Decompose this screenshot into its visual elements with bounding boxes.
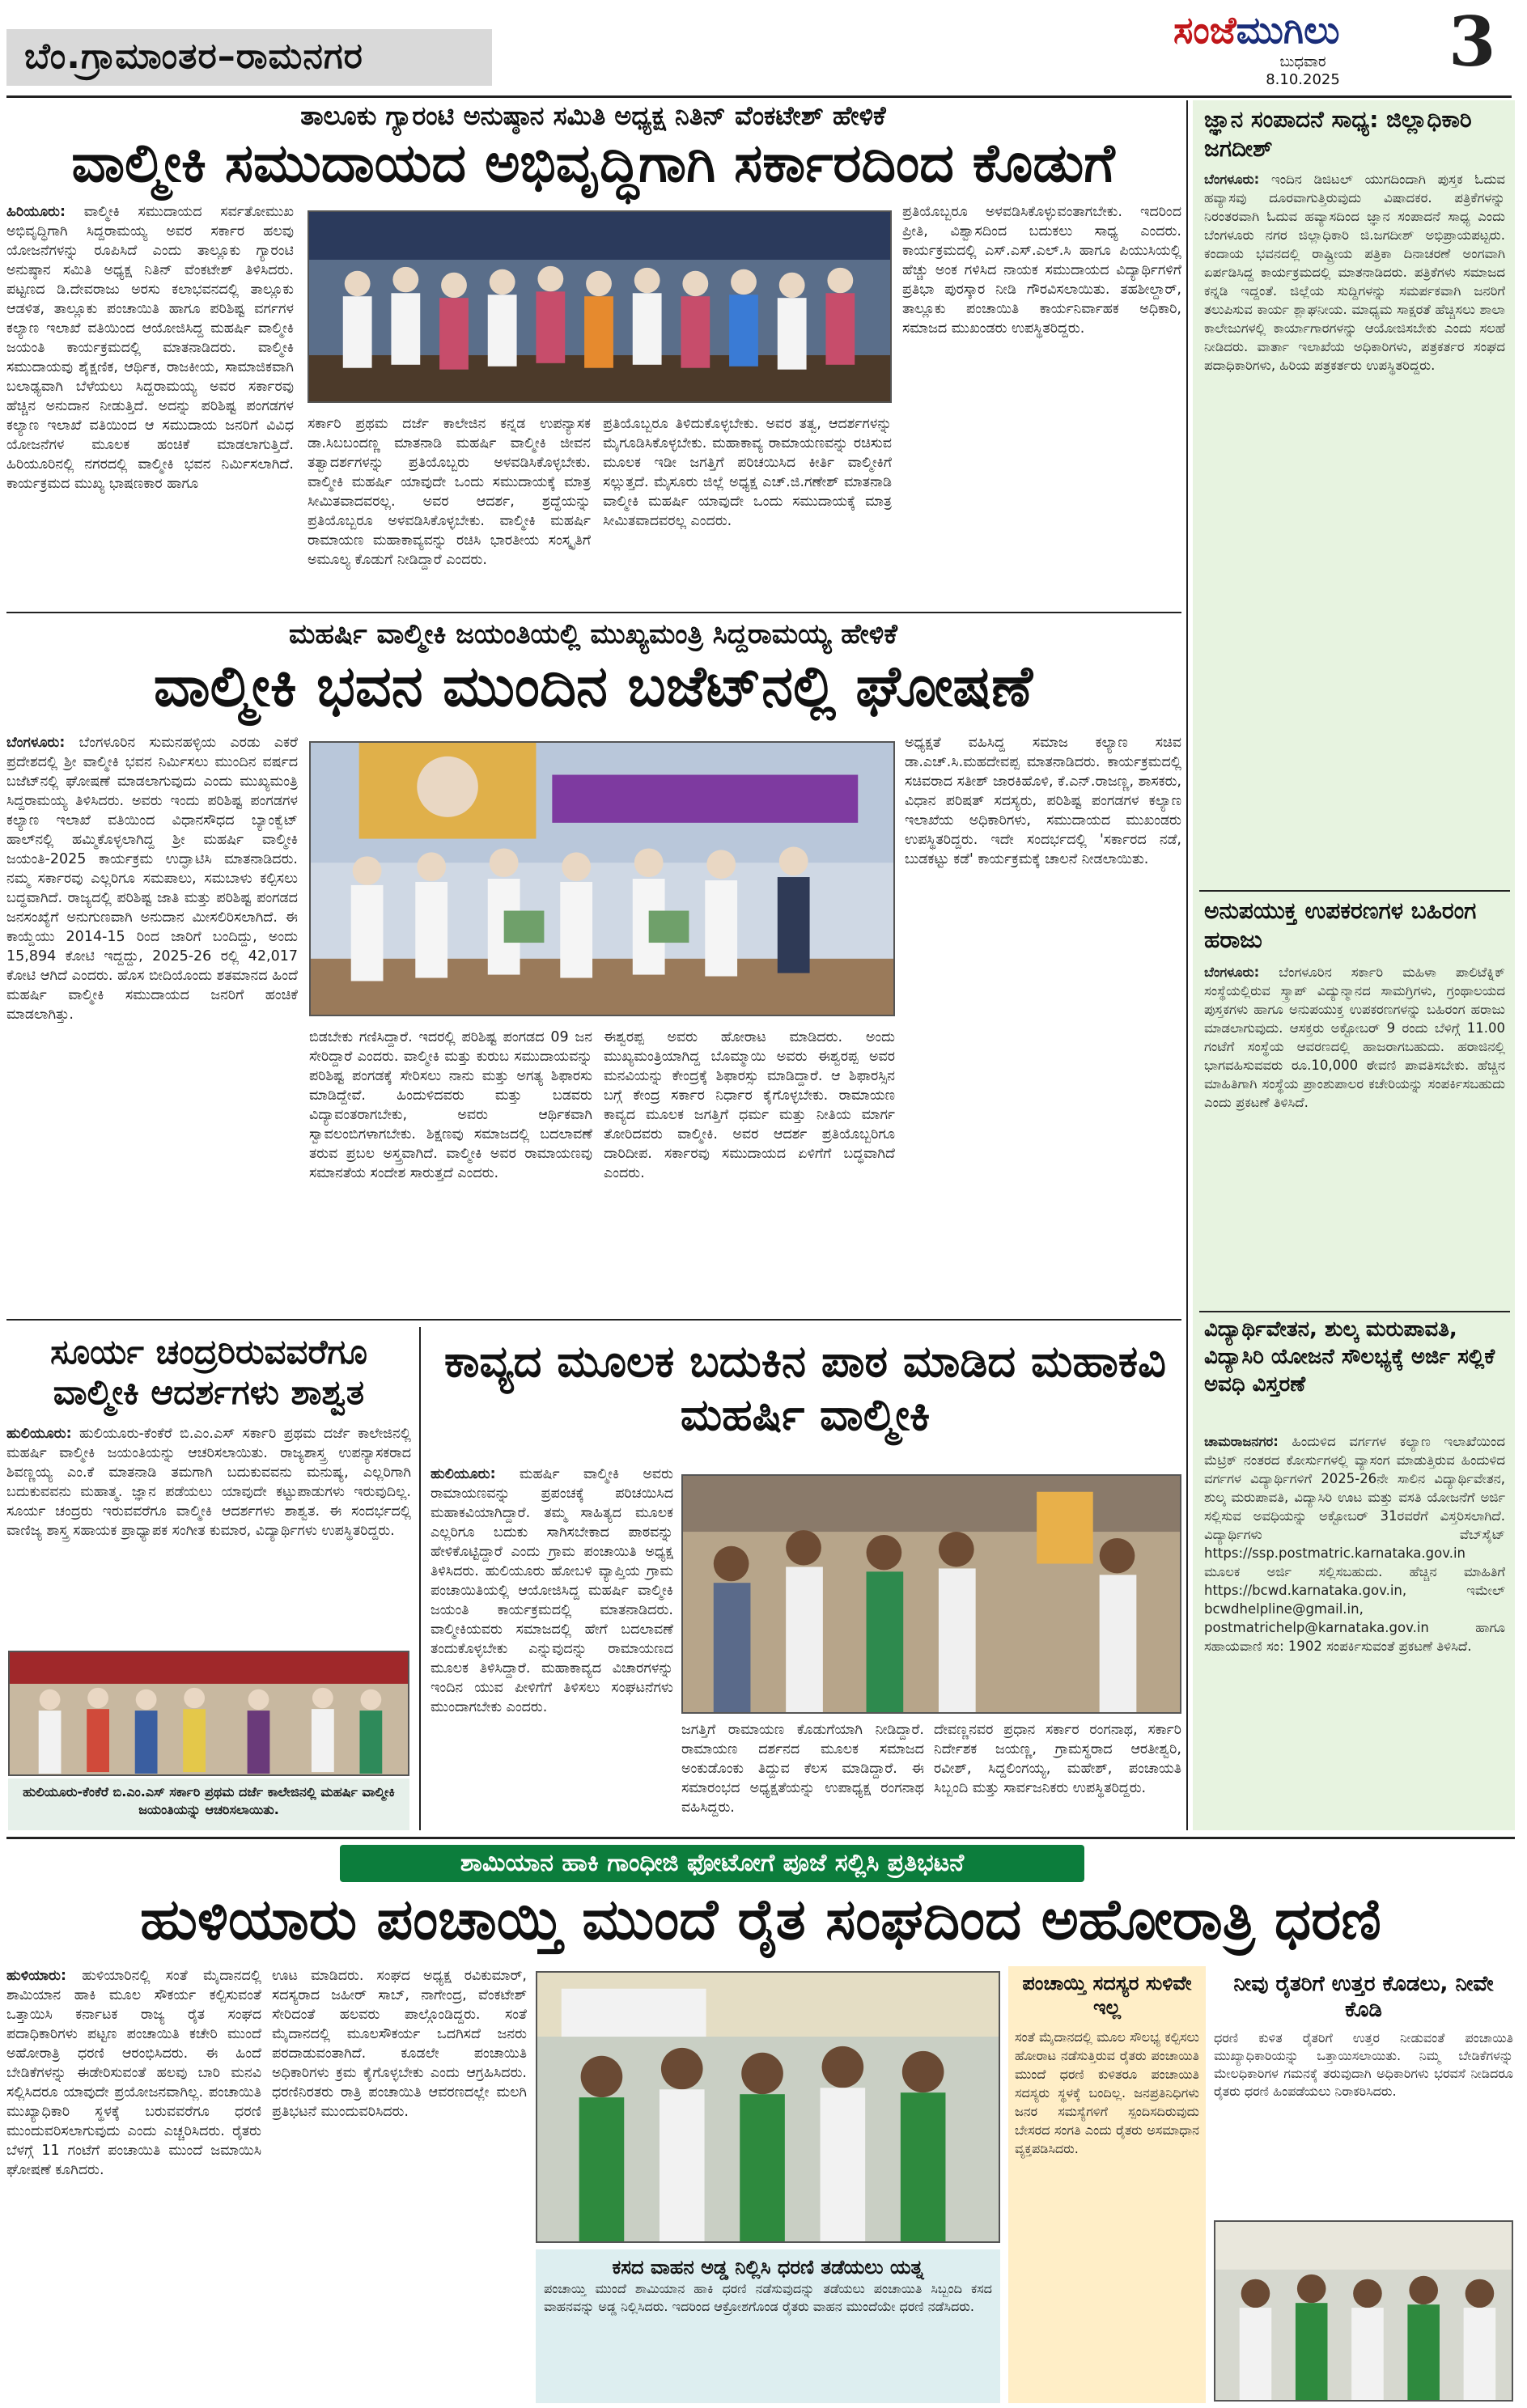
sidebar-body3-dateline: ಚಾಮರಾಜನಗರ: bbox=[1204, 1434, 1279, 1449]
story1-dateline: ಹಿರಿಯೂರು: bbox=[6, 204, 66, 220]
story2-dateline: ಬೆಂಗಳೂರು: bbox=[6, 735, 66, 751]
story4-headline: ಕಾವ್ಯದ ಮೂಲಕ ಬದುಕಿನ ಪಾಠ ಮಾಡಿದ ಮಹಾಕವಿ ಮಹರ್ಷಿ ವಾಲ್ಮೀಕಿ bbox=[444, 1336, 1166, 1440]
story2-col1 bbox=[6, 733, 298, 1312]
story2-headline: ವಾಲ್ಮೀಕಿ ಭವನ ಮುಂದಿನ ಬಜೆಟ್‌ನಲ್ಲಿ ಘೋಷಣೆ bbox=[153, 653, 1033, 719]
logo-part2: ಮುಗಿಲು bbox=[1236, 8, 1340, 52]
story2-col4: ಅಧ್ಯಕ್ಷತೆ ವಹಿಸಿದ್ದ ಸಮಾಜ ಕಲ್ಯಾಣ ಸಚಿವ ಡಾ.ಎಚ್.ಸಿ.ಮಹದೇವಪ್ಪ ಮಾತನಾಡಿದರು. ಕಾರ್ಯಕ್ರಮದಲ್ಲಿ ಸಚಿವರಾದ ಸತೀಶ್ ಜಾರಕಿಹೊಳಿ, ಕೆ.ಎನ್.ರಾಜಣ್ಣ, ಶಾಸಕರು, ವಿಧಾನ ಪರಿಷತ್ ಸದಸ್ಯರು, ಪರಿಶಿಷ್ಟ ಪಂಗಡಗಳ ಕಲ್ಯಾಣ ಇಲಾಖೆಯ ಅಧಿಕಾರಿಗಳು, ಸಮುದಾಯದ ಮುಖಂಡರು ಉಪಸ್ಥಿತರಿದ್ದರು. ಇದೇ ಸಂದರ್ಭದಲ್ಲಿ 'ಸರ್ಕಾರದ ನಡೆ, ಬುಡಕಟ್ಟು ಕಡೆ' ಕಾರ್ಯಕ್ರಮಕ್ಕೆ ಚಾಲನೆ ನೀಡಲಾಯಿತು. bbox=[905, 735, 1181, 867]
story5-headline: ಹುಳಿಯಾರು ಪಂಚಾಯ್ತಿ ಮುಂದೆ ರೈತ ಸಂಘದಿಂದ ಅಹೋರಾತ್ರಿ ಧರಣಿ bbox=[140, 1886, 1381, 1952]
story5-photo-caption-title: ಕಸದ ವಾಹನ ಅಡ್ಡ ನಿಲ್ಲಿಸಿ ಧರಣಿ ತಡೆಯಲು ಯತ್ನ bbox=[612, 2256, 924, 2279]
story1-col1-text: ವಾಲ್ಮೀಕಿ ಸಮುದಾಯದ ಸರ್ವತೋಮುಖ ಅಭಿವೃದ್ಧಿಗಾಗಿ ಸಿದ್ದರಾಮಯ್ಯ ಅವರ ಸರ್ಕಾರ ಹಲವು ಯೋಜನೆಗಳನ್ನು ರೂಪಿಸಿದೆ ಎಂದು ತಾಲ್ಲೂಕು ಗ್ಯಾರಂಟಿ ಅನುಷ್ಠಾನ ಸಮಿತಿ ಅಧ್ಯಕ್ಷ ನಿತಿನ್ ವೆಂಕಟೇಶ್ ತಿಳಿಸಿದರು. ಪಟ್ಟಣದ ಡಿ.ದೇವರಾಜು ಅರಸು ಕಲಾಭವನದಲ್ಲಿ ತಾಲ್ಲೂಕು ಆಡಳಿತ, ತಾಲ್ಲೂಕು ಪಂಚಾಯಿತಿ ಹಾಗೂ ಪರಿಶಿಷ್ಟ ವರ್ಗಗಳ ಕಲ್ಯಾಣ ಇಲಾಖೆ ವತಿಯಿಂದ ಆಯೋಜಿಸಿದ್ದ ಮಹರ್ಷಿ ವಾಲ್ಮೀಕಿ ಜಯಂತಿ ಕಾರ್ಯಕ್ರಮದಲ್ಲಿ ಮಾತನಾಡಿದರು. ವಾಲ್ಮೀಕಿ ಸಮುದಾಯವು ಶೈಕ್ಷಣಿಕ, ಆರ್ಥಿಕ, ರಾಜಕೀಯ, ಸಾಮಾಜಿಕವಾಗಿ ಬಲಾಢ್ಯವಾಗಿ ಬೆಳೆಯಲು ಸಿದ್ದರಾಮಯ್ಯ ಅವರ ಸರ್ಕಾರವು ಹೆಚ್ಚಿನ ಅನುದಾನ ನೀಡುತ್ತಿದೆ. ಅದನ್ನು ಪರಿಶಿಷ್ಟ ಪಂಗಡಗಳ ಕಲ್ಯಾಣ ಇಲಾಖೆ ವತಿಯಿಂದ ಆ ಸಮುದಾಯ ಜನರಿಗೆ ವಿವಿಧ ಯೋಜನೆಗಳ ಮೂಲಕ ಹಂಚಿಕೆ ಮಾಡಲಾಗುತ್ತಿದೆ. ಹಿರಿಯೂರಿನಲ್ಲಿ ನಗರದಲ್ಲಿ ವಾಲ್ಮೀಕಿ ಭವನ ನಿರ್ಮಿಸಲಾಗಿದೆ. ಕಾರ್ಯಕ್ರಮದ ಮುಖ್ಯ ಭಾಷಣಕಾರ ಹಾಗೂ bbox=[6, 204, 294, 492]
masthead bbox=[1173, 2, 1505, 89]
masthead-day: ಬುಧವಾರ bbox=[1279, 53, 1326, 70]
sidebar-rule1 bbox=[1199, 890, 1510, 892]
story5-dateline: ಹುಳಿಯಾರು: bbox=[6, 1968, 66, 1984]
story3-photo bbox=[8, 1651, 409, 1776]
sidebar-body1-text: ಇಂದಿನ ಡಿಜಿಟಲ್ ಯುಗದಿಂದಾಗಿ ಪುಸ್ತಕ ಓದುವ ಹವ್ಯಾಸವು ದೂರವಾಗುತ್ತಿರುವುದು ವಿಷಾದಕರ. ಪತ್ರಿಕೆಗಳನ್ನು ನಿರಂತರವಾಗಿ ಓದುವ ಹವ್ಯಾಸದಿಂದ ಜ್ಞಾನ ಸಂಪಾದನೆ ಸಾಧ್ಯ ಎಂದು ಬೆಂಗಳೂರು ನಗರ ಜಿಲ್ಲಾಧಿಕಾರಿ ಜಿ.ಜಗದೀಶ್ ಅಭಿಪ್ರಾಯಪಟ್ಟರು. ಕಂದಾಯ ಭವನದಲ್ಲಿ ರಾಷ್ಟ್ರೀಯ ಪತ್ರಿಕಾ ದಿನಾಚರಣೆ ಅಂಗವಾಗಿ ಏರ್ಪಡಿಸಿದ್ದ ಕಾರ್ಯಕ್ರಮದಲ್ಲಿ ಮಾತನಾಡಿದರು. ಪತ್ರಿಕೆಗಳು ಸಮಾಜದ ಕನ್ನಡಿ ಇದ್ದಂತೆ. ಜಿಲ್ಲೆಯ ಸುದ್ದಿಗಳನ್ನು ಸಮರ್ಪಕವಾಗಿ ಜನರಿಗೆ ತಲುಪಿಸುವ ಕಾರ್ಯ ಶ್ಲಾಘನೀಯ. ಮಾಧ್ಯಮ ಸಾಕ್ಷರತೆ ಹೆಚ್ಚಿಸಲು ಶಾಲಾ ಕಾಲೇಜುಗಳಲ್ಲಿ ಕಾರ್ಯಾಗಾರಗಳನ್ನು ಆಯೋಜಿಸಬೇಕು ಎಂದು ಸಲಹೆ ನೀಡಿದರು. ವಾರ್ತಾ ಇಲಾಖೆಯ ಅಧಿಕಾರಿಗಳು, ಪತ್ರಕರ್ತರ ಸಂಘದ ಪದಾಧಿಕಾರಿಗಳು, ಹಿರಿಯ ಪತ್ರಕರ್ತರು ಉಪಸ್ಥಿತರಿದ್ದರು. bbox=[1204, 172, 1505, 373]
story5-banner: ಶಾಮಿಯಾನ ಹಾಕಿ ಗಾಂಧೀಜಿ ಫೋಟೋಗೆ ಪೂಜೆ ಸಲ್ಲಿಸಿ ಪ್ರತಿಭಟನೆ bbox=[340, 1845, 1084, 1882]
masthead-date: 8.10.2025 bbox=[1266, 71, 1340, 88]
story1-kicker: ತಾಲೂಕು ಗ್ಯಾರಂಟಿ ಅನುಷ್ಠಾನ ಸಮಿತಿ ಅಧ್ಯಕ್ಷ ನಿತಿನ್ ವೆಂಕಟೇಶ್ ಹೇಳಿಕೆ bbox=[300, 100, 886, 131]
story4-col3: ದೇವಣ್ಣನವರ ಪ್ರಧಾನ ಸರ್ಕಾರ ರಂಗನಾಥ, ಸರ್ಕಾರಿ ನಿರ್ದೇಶಕ ಜಯಣ್ಣ, ಗ್ರಾಮಸ್ಥರಾದ ಆರತೀಶ್ವರಿ, ರವೀಶ್, ಸಿದ್ದಲಿಂಗಯ್ಯ, ಮಹೇಶ್, ಪಂಚಾಯತಿ ಸಿಬ್ಬಂದಿ ಮತ್ತು ಸಾರ್ವಜನಿಕರು ಉಪಸ್ಥಿತರಿದ್ದರು. bbox=[934, 1722, 1181, 1796]
sidebar-divider bbox=[1186, 100, 1188, 1830]
story3-body-text: ಹುಲಿಯೂರು-ಕೆಂಕೆರೆ ಬಿ.ಎಂ.ಎಸ್ ಸರ್ಕಾರಿ ಪ್ರಥಮ ದರ್ಜೆ ಕಾಲೇಜಿನಲ್ಲಿ ಮಹರ್ಷಿ ವಾಲ್ಮೀಕಿ ಜಯಂತಿಯನ್ನು ಆಚರಿಸಲಾಯಿತು. ರಾಜ್ಯಶಾಸ್ತ್ರ ಉಪನ್ಯಾಸಕರಾದ ಶಿವಣ್ಣಯ್ಯ ಎಂ.ಕೆ ಮಾತನಾಡಿ ತಮಗಾಗಿ ಬದುಕುವವನು ಮನುಷ್ಯ, ಎಲ್ಲರಿಗಾಗಿ ಬದುಕುವವನು ಮಹಾತ್ಮ. ಜ್ಞಾನ ಪಡೆಯಲು ಯಾವುದೇ ಕಟ್ಟುಪಾಡುಗಳು ಇರುವುದಿಲ್ಲ. ಸೂರ್ಯ ಚಂದ್ರರು ಇರುವವರೆಗೂ ವಾಲ್ಮೀಕಿ ಆದರ್ಶಗಳು ಶಾಶ್ವತ. ಈ ಸಂದರ್ಭದಲ್ಲಿ ವಾಣಿಜ್ಯ ಶಾಸ್ತ್ರ ಸಹಾಯಕ ಪ್ರಾಧ್ಯಾಪಕ ಸಂಗೀತ ಕುಮಾರ, ವಿದ್ಯಾರ್ಥಿಗಳು ಉಪಸ್ಥಿತರಿದ್ದರು. bbox=[6, 1426, 411, 1539]
story2-col2: ಬಿಡಬೇಕು ಗಣಿಸಿದ್ದಾರೆ. ಇದರಲ್ಲಿ ಪರಿಶಿಷ್ಟ ಪಂಗಡದ 09 ಜನ ಸೇರಿದ್ದಾರೆ ಎಂದರು. ವಾಲ್ಮೀಕಿ ಮತ್ತು ಕುರುಬ ಸಮುದಾಯವನ್ನು ಪರಿಶಿಷ್ಟ ಪಂಗಡಕ್ಕೆ ಸೇರಿಸಲು ನಾನು ಮತ್ತು ಅಗತ್ಯ ಶಿಫಾರಸು ಮಾಡಿದ್ದೇವೆ. ಹಿಂದುಳಿದವರು ಮತ್ತು ಬಡವರು ವಿದ್ಯಾವಂತರಾಗಬೇಕು, ಅವರು ಆರ್ಥಿಕವಾಗಿ ಸ್ವಾವಲಂಬಿಗಳಾಗಬೇಕು. ಶಿಕ್ಷಣವು ಸಮಾಜದಲ್ಲಿ ಬದಲಾವಣೆ ತರುವ ಪ್ರಬಲ ಅಸ್ತ್ರವಾಗಿದೆ. ವಾಲ್ಮೀಕಿ ಅವರ ರಾಮಾಯಣವು ಸಮಾನತೆಯ ಸಂದೇಶ ಸಾರುತ್ತದೆ ಎಂದರು. bbox=[309, 1029, 592, 1181]
story5-col1-text: ಹುಳಿಯಾರಿನಲ್ಲಿ ಸಂತೆ ಮೈದಾನದಲ್ಲಿ ಶಾಮಿಯಾನ ಹಾಕಿ ಮೂಲ ಸೌಕರ್ಯ ಕಲ್ಪಿಸುವಂತೆ ಒತ್ತಾಯಿಸಿ ಕರ್ನಾಟಕ ರಾಜ್ಯ ರೈತ ಸಂಘದ ಪದಾಧಿಕಾರಿಗಳು ಪಟ್ಟಣ ಪಂಚಾಯಿತಿ ಕಚೇರಿ ಮುಂದೆ ಅಹೋರಾತ್ರಿ ಧರಣಿ ಆರಂಭಿಸಿದರು. ಈ ಹಿಂದೆ ಬೇಡಿಕೆಗಳನ್ನು ಈಡೇರಿಸುವಂತೆ ಹಲವು ಬಾರಿ ಮನವಿ ಸಲ್ಲಿಸಿದರೂ ಯಾವುದೇ ಪ್ರಯೋಜನವಾಗಿಲ್ಲ. ಪಂಚಾಯಿತಿ ಮುಖ್ಯಾಧಿಕಾರಿ ಸ್ಥಳಕ್ಕೆ ಬರುವವರೆಗೂ ಧರಣಿ ಮುಂದುವರಿಸಲಾಗುವುದು ಎಂದು ಎಚ್ಚರಿಸಿದರು. ರೈತರು ಬೆಳಗ್ಗೆ 11 ಗಂಟೆಗೆ ಪಂಚಾಯಿತಿ ಮುಂದೆ ಜಮಾಯಿಸಿ ಘೋಷಣೆ ಕೂಗಿದರು. bbox=[6, 1968, 261, 2178]
story1-photo bbox=[308, 210, 892, 403]
story1-bottom-rule bbox=[6, 612, 1181, 613]
story5-highlight-head: ಪಂಚಾಯ್ತಿ ಸದಸ್ಯರ ಸುಳಿವೇ ಇಲ್ಲ bbox=[1022, 1972, 1192, 2019]
logo-part1: ಸಂಜೆ bbox=[1173, 8, 1236, 52]
story1-col1 bbox=[6, 202, 294, 605]
story5-right-head: ನೀವು ರೈತರಿಗೆ ಉತ್ತರ ಕೊಡಲು, ನೀವೇ ಕೊಡಿ bbox=[1233, 1972, 1494, 2022]
story4-col2: ಜಗತ್ತಿಗೆ ರಾಮಾಯಣ ಕೊಡುಗೆಯಾಗಿ ನೀಡಿದ್ದಾರೆ. ರಾಮಾಯಣ ದರ್ಶನದ ಮೂಲಕ ಸಮಾಜದ ಅಂಕುಡೊಂಕು ತಿದ್ದುವ ಕೆಲಸ ಮಾಡಿದ್ದಾರೆ. ಈ ಸಮಾರಂಭದ ಅಧ್ಯಕ್ಷತೆಯನ್ನು ಉಪಾಧ್ಯಕ್ಷ ರಂಗನಾಥ ವಹಿಸಿದ್ದರು. bbox=[681, 1722, 924, 1816]
story1-col3: ಪ್ರತಿಯೊಬ್ಬರೂ ತಿಳಿದುಕೊಳ್ಳಬೇಕು. ಅವರ ತತ್ವ, ಆದರ್ಶಗಳನ್ನು ಮೈಗೂಡಿಸಿಕೊಳ್ಳಬೇಕು. ಮಹಾಕಾವ್ಯ ರಾಮಾಯಣವನ್ನು ರಚಿಸುವ ಮೂಲಕ ಇಡೀ ಜಗತ್ತಿಗೆ ಪರಿಚಯಿಸಿದ ಕೀರ್ತಿ ವಾಲ್ಮೀಕಿಗೆ ಸಲ್ಲುತ್ತದೆ. ಮೈಸೂರು ಜಿಲ್ಲೆ ಅಧ್ಯಕ್ಷ ಎಚ್.ಜಿ.ಗಣೇಶ್ ಮಾತನಾಡಿ ವಾಲ್ಮೀಕಿ ಮಹರ್ಷಿ ಯಾವುದೇ ಒಂದು ಸಮುದಾಯಕ್ಕೆ ಮಾತ್ರ ಸೀಮಿತವಾದವರಲ್ಲ ಎಂದರು. bbox=[603, 416, 892, 529]
story4-dateline: ಹುಲಿಯೂರು: bbox=[431, 1466, 496, 1482]
story3-body bbox=[6, 1424, 411, 1643]
story2-photo bbox=[309, 741, 895, 1016]
story3-divider bbox=[419, 1327, 421, 1830]
story2-bottom-rule bbox=[6, 1319, 1181, 1321]
sidebar-body3 bbox=[1204, 1432, 1505, 1827]
sidebar-body1 bbox=[1204, 170, 1505, 882]
story3-headline: ಸೂರ್ಯ ಚಂದ್ರರಿರುವವರೆಗೂ ವಾಲ್ಮೀಕಿ ಆದರ್ಶಗಳು ಶಾಶ್ವತ bbox=[50, 1332, 367, 1412]
story5-photo bbox=[536, 1971, 1000, 2243]
story5-col2: ಊಟ ಮಾಡಿದರು. ಸಂಘದ ಅಧ್ಯಕ್ಷ ರವಿಕುಮಾರ್, ಸದಸ್ಯರಾದ ಜಹೀರ್ ಸಾಬ್, ನಾಗೇಂದ್ರ, ವೆಂಕಟೇಶ್ ಸೇರಿದಂತೆ ಹಲವರು ಪಾಲ್ಗೊಂಡಿದ್ದರು. ಸಂತೆ ಮೈದಾನದಲ್ಲಿ ಮೂಲಸೌಕರ್ಯ ಒದಗಿಸದೆ ಜನರು ಪರದಾಡುವಂತಾಗಿದೆ. ಕೂಡಲೇ ಪಂಚಾಯಿತಿ ಅಧಿಕಾರಿಗಳು ಕ್ರಮ ಕೈಗೊಳ್ಳಬೇಕು ಎಂದು ಆಗ್ರಹಿಸಿದರು. ಧರಣಿನಿರತರು ರಾತ್ರಿ ಪಂಚಾಯಿತಿ ಆವರಣದಲ್ಲೇ ಮಲಗಿ ಪ್ರತಿಭಟನೆ ಮುಂದುವರಿಸಿದರು. bbox=[272, 1968, 527, 2120]
section-tag: ಬೆಂ.ಗ್ರಾಮಾಂತರ–ರಾಮನಗರ bbox=[6, 29, 492, 86]
story2-col1-text: ಬೆಂಗಳೂರಿನ ಸುಮನಹಳ್ಳಿಯ ಎರಡು ಎಕರೆ ಪ್ರದೇಶದಲ್ಲಿ ಶ್ರೀ ವಾಲ್ಮೀಕಿ ಭವನ ನಿರ್ಮಿಸಲು ಮುಂದಿನ ವರ್ಷದ ಬಜೆಟ್‌ನಲ್ಲಿ ಘೋಷಣೆ ಮಾಡಲಾಗುವುದು ಎಂದು ಮುಖ್ಯಮಂತ್ರಿ ಸಿದ್ದರಾಮಯ್ಯ ತಿಳಿಸಿದರು. ಅವರು ಇಂದು ಪರಿಶಿಷ್ಟ ಪಂಗಡಗಳ ಕಲ್ಯಾಣ ಇಲಾಖೆ ವತಿಯಿಂದ ವಿಧಾನಸೌಧದ ಬ್ಯಾಂಕ್ವೆಟ್ ಹಾಲ್‌ನಲ್ಲಿ ಹಮ್ಮಿಕೊಳ್ಳಲಾಗಿದ್ದ ಶ್ರೀ ಮಹರ್ಷಿ ವಾಲ್ಮೀಕಿ ಜಯಂತಿ-2025 ಕಾರ್ಯಕ್ರಮ ಉದ್ಘಾಟಿಸಿ ಮಾತನಾಡಿದರು. ನಮ್ಮ ಸರ್ಕಾರವು ಎಲ್ಲರಿಗೂ ಸಮಪಾಲು, ಸಮಬಾಳು ಕಲ್ಪಿಸಲು ಬದ್ಧವಾಗಿದೆ. ರಾಜ್ಯದಲ್ಲಿ ಪರಿಶಿಷ್ಟ ಜಾತಿ ಮತ್ತು ಪರಿಶಿಷ್ಟ ಪಂಗಡದ ಜನಸಂಖ್ಯೆಗೆ ಅನುಗುಣವಾಗಿ ಅನುದಾನ ಮೀಸಲಿರಿಸಲಾಗಿದೆ. ಈ ಕಾಯ್ದೆಯು 2014-15 ರಿಂದ ಜಾರಿಗೆ ಬಂದಿದ್ದು, ಅಂದು 15,894 ಕೋಟಿ ಇದ್ದದ್ದು, 2025-26 ರಲ್ಲಿ 42,017 ಕೋಟಿ ಆಗಿದೆ ಎಂದರು. ಹೊಸ ಬೀದಿಯೊಂದು ಶತಮಾನದ ಹಿಂದೆ ಮಹರ್ಷಿ ವಾಲ್ಮೀಕಿ ಸಮುದಾಯದ ಜನರಿಗೆ ಹಂಚಿಕೆ ಮಾಡಲಾಗಿತ್ತು. bbox=[6, 735, 298, 1023]
sidebar-body3-text: ಹಿಂದುಳಿದ ವರ್ಗಗಳ ಕಲ್ಯಾಣ ಇಲಾಖೆಯಿಂದ ಮೆಟ್ರಿಕ್ ನಂತರದ ಕೋರ್ಸುಗಳಲ್ಲಿ ವ್ಯಾಸಂಗ ಮಾಡುತ್ತಿರುವ ಹಿಂದುಳಿದ ವರ್ಗಗಳ ವಿದ್ಯಾರ್ಥಿಗಳಿಗೆ 2025-26ನೇ ಸಾಲಿನ ವಿದ್ಯಾರ್ಥಿವೇತನ, ಶುಲ್ಕ ಮರುಪಾವತಿ, ವಿದ್ಯಾಸಿರಿ ಊಟ ಮತ್ತು ವಸತಿ ಯೋಜನೆಗೆ ಅರ್ಜಿ ಸಲ್ಲಿಸುವ ಅವಧಿಯನ್ನು ಅಕ್ಟೋಬರ್ 31ರವರೆಗೆ ವಿಸ್ತರಿಸಲಾಗಿದೆ. ವಿದ್ಯಾರ್ಥಿಗಳು ವೆಬ್‌ಸೈಟ್ https://ssp.postmatric.karnataka.gov.in ಮೂಲಕ ಅರ್ಜಿ ಸಲ್ಲಿಸಬಹುದು. ಹೆಚ್ಚಿನ ಮಾಹಿತಿಗೆ https://bcwd.karnataka.gov.in, ಇಮೇಲ್ bcwdhelpline@gmail.in, postmatrichelp@karnataka.gov.in ಹಾಗೂ ಸಹಾಯವಾಣಿ ಸಂ: 1902 ಸಂಪರ್ಕಿಸುವಂತೆ ಪ್ರಕಟಣೆ ತಿಳಿಸಿದೆ. bbox=[1204, 1434, 1505, 1654]
story4-col1-text: ಮಹರ್ಷಿ ವಾಲ್ಮೀಕಿ ಅವರು ರಾಮಾಯಣವನ್ನು ಪ್ರಪಂಚಕ್ಕೆ ಪರಿಚಯಿಸಿದ ಮಹಾಕವಿಯಾಗಿದ್ದಾರೆ. ತಮ್ಮ ಸಾಹಿತ್ಯದ ಮೂಲಕ ಎಲ್ಲರಿಗೂ ಬದುಕು ಸಾಗಿಸಬೇಕಾದ ಪಾಠವನ್ನು ಹೇಳಿಕೊಟ್ಟಿದ್ದಾರೆ ಎಂದು ಗ್ರಾಮ ಪಂಚಾಯಿತಿ ಅಧ್ಯಕ್ಷ ತಿಳಿಸಿದರು. ಹುಲಿಯೂರು ಹೋಬಳಿ ವ್ಯಾಪ್ತಿಯ ಗ್ರಾಮ ಪಂಚಾಯಿತಿಯಲ್ಲಿ ಆಯೋಜಿಸಿದ್ದ ಮಹರ್ಷಿ ವಾಲ್ಮೀಕಿ ಜಯಂತಿ ಕಾರ್ಯಕ್ರಮದಲ್ಲಿ ಮಾತನಾಡಿದರು. ವಾಲ್ಮೀಕಿಯವರು ಸಮಾಜದಲ್ಲಿ ಹೇಗೆ ಬದಲಾವಣೆ ತಂದುಕೊಳ್ಳಬೇಕು ಎನ್ನುವುದನ್ನು ರಾಮಾಯಣದ ಮೂಲಕ ತಿಳಿಸಿದ್ದಾರೆ. ಮಹಾಕಾವ್ಯದ ವಿಚಾರಗಳನ್ನು ಇಂದಿನ ಯುವ ಪೀಳಿಗೆಗೆ ತಿಳಿಸಲು ಸಂಘಟನೆಗಳು ಮುಂದಾಗಬೇಕು ಎಂದರು. bbox=[431, 1466, 673, 1715]
story1-col4: ಪ್ರತಿಯೊಬ್ಬರೂ ಅಳವಡಿಸಿಕೊಳ್ಳುವಂತಾಗಬೇಕು. ಇದರಿಂದ ಪ್ರೀತಿ, ವಿಶ್ವಾಸದಿಂದ ಬದುಕಲು ಸಾಧ್ಯ ಎಂದರು. ಕಾರ್ಯಕ್ರಮದಲ್ಲಿ ಎಸ್.ಎಸ್.ಎಲ್.ಸಿ ಹಾಗೂ ಪಿಯುಸಿಯಲ್ಲಿ ಹೆಚ್ಚು ಅಂಕ ಗಳಿಸಿದ ನಾಯಕ ಸಮುದಾಯದ ವಿದ್ಯಾರ್ಥಿಗಳಿಗೆ ಪ್ರತಿಭಾ ಪುರಸ್ಕಾರ ನೀಡಿ ಗೌರವಿಸಲಾಯಿತು. ತಹಶೀಲ್ದಾರ್, ತಾಲ್ಲೂಕು ಪಂಚಾಯಿತಿ ಕಾರ್ಯನಿರ್ವಾಹಕ ಅಧಿಕಾರಿ, ಸಮಾಜದ ಮುಖಂಡರು ಉಪಸ್ಥಿತರಿದ್ದರು. bbox=[902, 204, 1181, 337]
story2-kicker: ಮಹರ್ಷಿ ವಾಲ್ಮೀಕಿ ಜಯಂತಿಯಲ್ಲಿ ಮುಖ್ಯಮಂತ್ರಿ ಸಿದ್ದರಾಮಯ್ಯ ಹೇಳಿಕೆ bbox=[289, 618, 897, 651]
sidebar-body2-text: ಬೆಂಗಳೂರಿನ ಸರ್ಕಾರಿ ಮಹಿಳಾ ಪಾಲಿಟೆಕ್ನಿಕ್ ಸಂಸ್ಥೆಯಲ್ಲಿರುವ ಸ್ಕ್ರಾಪ್ ವಿದ್ಯುನ್ಮಾನದ ಸಾಮಗ್ರಿಗಳು, ಗ್ರಂಥಾಲಯದ ಪುಸ್ತಕಗಳು ಹಾಗೂ ಅನುಪಯುಕ್ತ ಉಪಕರಣಗಳನ್ನು ಬಹಿರಂಗ ಹರಾಜು ಮಾಡಲಾಗುವುದು. ಆಸಕ್ತರು ಅಕ್ಟೋಬರ್ 9 ರಂದು ಬೆಳಿಗ್ಗೆ 11.00 ಗಂಟೆಗೆ ಸಂಸ್ಥೆಯ ಆವರಣದಲ್ಲಿ ಹಾಜರಾಗಬಹುದು. ಹರಾಜಿನಲ್ಲಿ ಭಾಗವಹಿಸುವವರು ರೂ.10,000 ಠೇವಣಿ ಪಾವತಿಸಬೇಕು. ಹೆಚ್ಚಿನ ಮಾಹಿತಿಗಾಗಿ ಸಂಸ್ಥೆಯ ಪ್ರಾಂಶುಪಾಲರ ಕಚೇರಿಯನ್ನು ಸಂಪರ್ಕಿಸಬಹುದು ಎಂದು ಪ್ರಕಟಣೆ ತಿಳಿಸಿದೆ. bbox=[1204, 964, 1505, 1110]
sidebar-body1-dateline: ಬೆಂಗಳೂರು: bbox=[1204, 172, 1260, 187]
story5-col1 bbox=[6, 1966, 261, 2403]
story4-photo bbox=[681, 1474, 1181, 1714]
story5-photo-caption-body: ಪಂಚಾಯ್ತಿ ಮುಂದೆ ಶಾಮಿಯಾನ ಹಾಕಿ ಧರಣಿ ನಡೆಸುವುದನ್ನು ತಡೆಯಲು ಪಂಚಾಯಿತಿ ಸಿಬ್ಬಂದಿ ಕಸದ ವಾಹನವನ್ನು ಅಡ್ಡ ನಿಲ್ಲಿಸಿದರು. ಇದರಿಂದ ಆಕ್ರೋಶಗೊಂಡ ರೈತರು ವಾಹನ ಮುಂದೆಯೇ ಧರಣಿ ನಡೆಸಿದರು. bbox=[544, 2281, 992, 2314]
story5-right-photo bbox=[1214, 2220, 1513, 2402]
story5-right-body: ಧರಣಿ ಕುಳಿತ ರೈತರಿಗೆ ಉತ್ತರ ನೀಡುವಂತೆ ಪಂಚಾಯಿತಿ ಮುಖ್ಯಾಧಿಕಾರಿಯನ್ನು ಒತ್ತಾಯಿಸಲಾಯಿತು. ನಿಮ್ಮ ಬೇಡಿಕೆಗಳನ್ನು ಮೇಲಧಿಕಾರಿಗಳ ಗಮನಕ್ಕೆ ತರುವುದಾಗಿ ಅಧಿಕಾರಿಗಳು ಭರವಸೆ ನೀಡಿದರೂ ರೈತರು ಧರಣಿ ಹಿಂಪಡೆಯಲು ನಿರಾಕರಿಸಿದರು. bbox=[1214, 2030, 1513, 2099]
story5-top-rule bbox=[6, 1837, 1515, 1839]
sidebar-body2 bbox=[1204, 963, 1505, 1303]
story2-col3: ಈಶ್ವರಪ್ಪ ಅವರು ಹೋರಾಟ ಮಾಡಿದರು. ಅಂದು ಮುಖ್ಯಮಂತ್ರಿಯಾಗಿದ್ದ ಬೊಮ್ಮಾಯಿ ಅವರು ಈಶ್ವರಪ್ಪ ಅವರ ಮನವಿಯನ್ನು ಕೇಂದ್ರಕ್ಕೆ ಶಿಫಾರಸ್ಸು ಮಾಡಿದ್ದಾರೆ. ಆ ಶಿಫಾರಸ್ಸಿನ ಬಗ್ಗೆ ಕೇಂದ್ರ ಸರ್ಕಾರ ನಿರ್ಧಾರ ಕೈಗೊಳ್ಳಬೇಕು. ರಾಮಾಯಣ ಕಾವ್ಯದ ಮೂಲಕ ಜಗತ್ತಿಗೆ ಧರ್ಮ ಮತ್ತು ನೀತಿಯ ಮಾರ್ಗ ತೋರಿದವರು ವಾಲ್ಮೀಕಿ. ಅವರ ಆದರ್ಶ ಪ್ರತಿಯೊಬ್ಬರಿಗೂ ದಾರಿದೀಪ. ಸರ್ಕಾರವು ಸಮುದಾಯದ ಏಳಿಗೆಗೆ ಬದ್ಧವಾಗಿದೆ ಎಂದರು. bbox=[604, 1029, 895, 1181]
masthead-logo bbox=[1173, 8, 1416, 53]
sidebar-headline1: ಜ್ಞಾನ ಸಂಪಾದನೆ ಸಾಧ್ಯ: ಜಿಲ್ಲಾಧಿಕಾರಿ ಜಗದೀಶ್ bbox=[1204, 106, 1472, 162]
story3-caption: ಹುಲಿಯೂರು-ಕೆಂಕೆರೆ ಬಿ.ಎಂ.ಎಸ್ ಸರ್ಕಾರಿ ಪ್ರಥಮ ದರ್ಜೆ ಕಾಲೇಜಿನಲ್ಲಿ ಮಹರ್ಷಿ ವಾಲ್ಮೀಕಿ ಜಯಂತಿಯನ್ನು ಆಚರಿಸಲಾಯಿತು. bbox=[8, 1778, 409, 1830]
sidebar-headline3: ವಿದ್ಯಾರ್ಥಿವೇತನ, ಶುಲ್ಕ ಮರುಪಾವತಿ, ವಿದ್ಯಾಸಿರಿ ಯೋಜನೆ ಸೌಲಭ್ಯಕ್ಕೆ ಅರ್ಜಿ ಸಲ್ಲಿಕೆ ಅವಧಿ ವಿಸ್ತರಣೆ bbox=[1204, 1317, 1495, 1397]
story5-photo-caption bbox=[536, 2249, 1000, 2403]
story3-dateline: ಹುಲಿಯೂರು: bbox=[6, 1426, 72, 1442]
story4-col1 bbox=[431, 1465, 673, 1829]
top-rule bbox=[6, 95, 1512, 98]
story1-col2: ಸರ್ಕಾರಿ ಪ್ರಥಮ ದರ್ಜೆ ಕಾಲೇಜಿನ ಕನ್ನಡ ಉಪನ್ಯಾಸಕ ಡಾ.ಸಿಬಬಂದಣ್ಣ ಮಾತನಾಡಿ ಮಹರ್ಷಿ ವಾಲ್ಮೀಕಿ ಜೀವನ ತತ್ವಾದರ್ಶಗಳನ್ನು ಪ್ರತಿಯೊಬ್ಬರು ಅಳವಡಿಸಿಕೊಳ್ಳಬೇಕು. ವಾಲ್ಮೀಕಿ ಮಹರ್ಷಿ ಯಾವುದೇ ಒಂದು ಸಮುದಾಯಕ್ಕೆ ಮಾತ್ರ ಸೀಮಿತವಾದವರಲ್ಲ. ಅವರ ಆದರ್ಶ, ಶ್ರದ್ಧೆಯನ್ನು ಪ್ರತಿಯೊಬ್ಬರೂ ಅಳವಡಿಸಿಕೊಳ್ಳಬೇಕು. ವಾಲ್ಮೀಕಿ ಮಹರ್ಷಿ ರಾಮಾಯಣ ಮಹಾಕಾವ್ಯವನ್ನು ರಚಿಸಿ ಭಾರತೀಯ ಸಂಸ್ಕೃತಿಗೆ ಅಮೂಲ್ಯ ಕೊಡುಗೆ ನೀಡಿದ್ದಾರೆ ಎಂದರು. bbox=[308, 416, 591, 568]
story5-highlight-body: ಸಂತೆ ಮೈದಾನದಲ್ಲಿ ಮೂಲ ಸೌಲಭ್ಯ ಕಲ್ಪಿಸಲು ಹೋರಾಟ ನಡೆಸುತ್ತಿರುವ ರೈತರು ಪಂಚಾಯಿತಿ ಮುಂದೆ ಧರಣಿ ಕುಳಿತರೂ ಪಂಚಾಯಿತಿ ಸದಸ್ಯರು ಸ್ಥಳಕ್ಕೆ ಬಂದಿಲ್ಲ. ಜನಪ್ರತಿನಿಧಿಗಳು ಜನರ ಸಮಸ್ಯೆಗಳಿಗೆ ಸ್ಪಂದಿಸದಿರುವುದು ಬೇಸರದ ಸಂಗತಿ ಎಂದು ರೈತರು ಅಸಮಾಧಾನ ವ್ಯಕ್ತಪಡಿಸಿದರು. bbox=[1015, 2029, 1199, 2156]
sidebar-rule2 bbox=[1199, 1311, 1510, 1312]
sidebar-body2-dateline: ಬೆಂಗಳೂರು: bbox=[1204, 964, 1260, 980]
story1-headline: ವಾಲ್ಮೀಕಿ ಸಮುದಾಯದ ಅಭಿವೃದ್ಧಿಗಾಗಿ ಸರ್ಕಾರದಿಂದ ಕೊಡುಗೆ bbox=[71, 132, 1115, 194]
sidebar-headline2: ಅನುಪಯುಕ್ತ ಉಪಕರಣಗಳ ಬಹಿರಂಗ ಹರಾಜು bbox=[1204, 897, 1477, 953]
page-number: 3 bbox=[1449, 2, 1496, 82]
